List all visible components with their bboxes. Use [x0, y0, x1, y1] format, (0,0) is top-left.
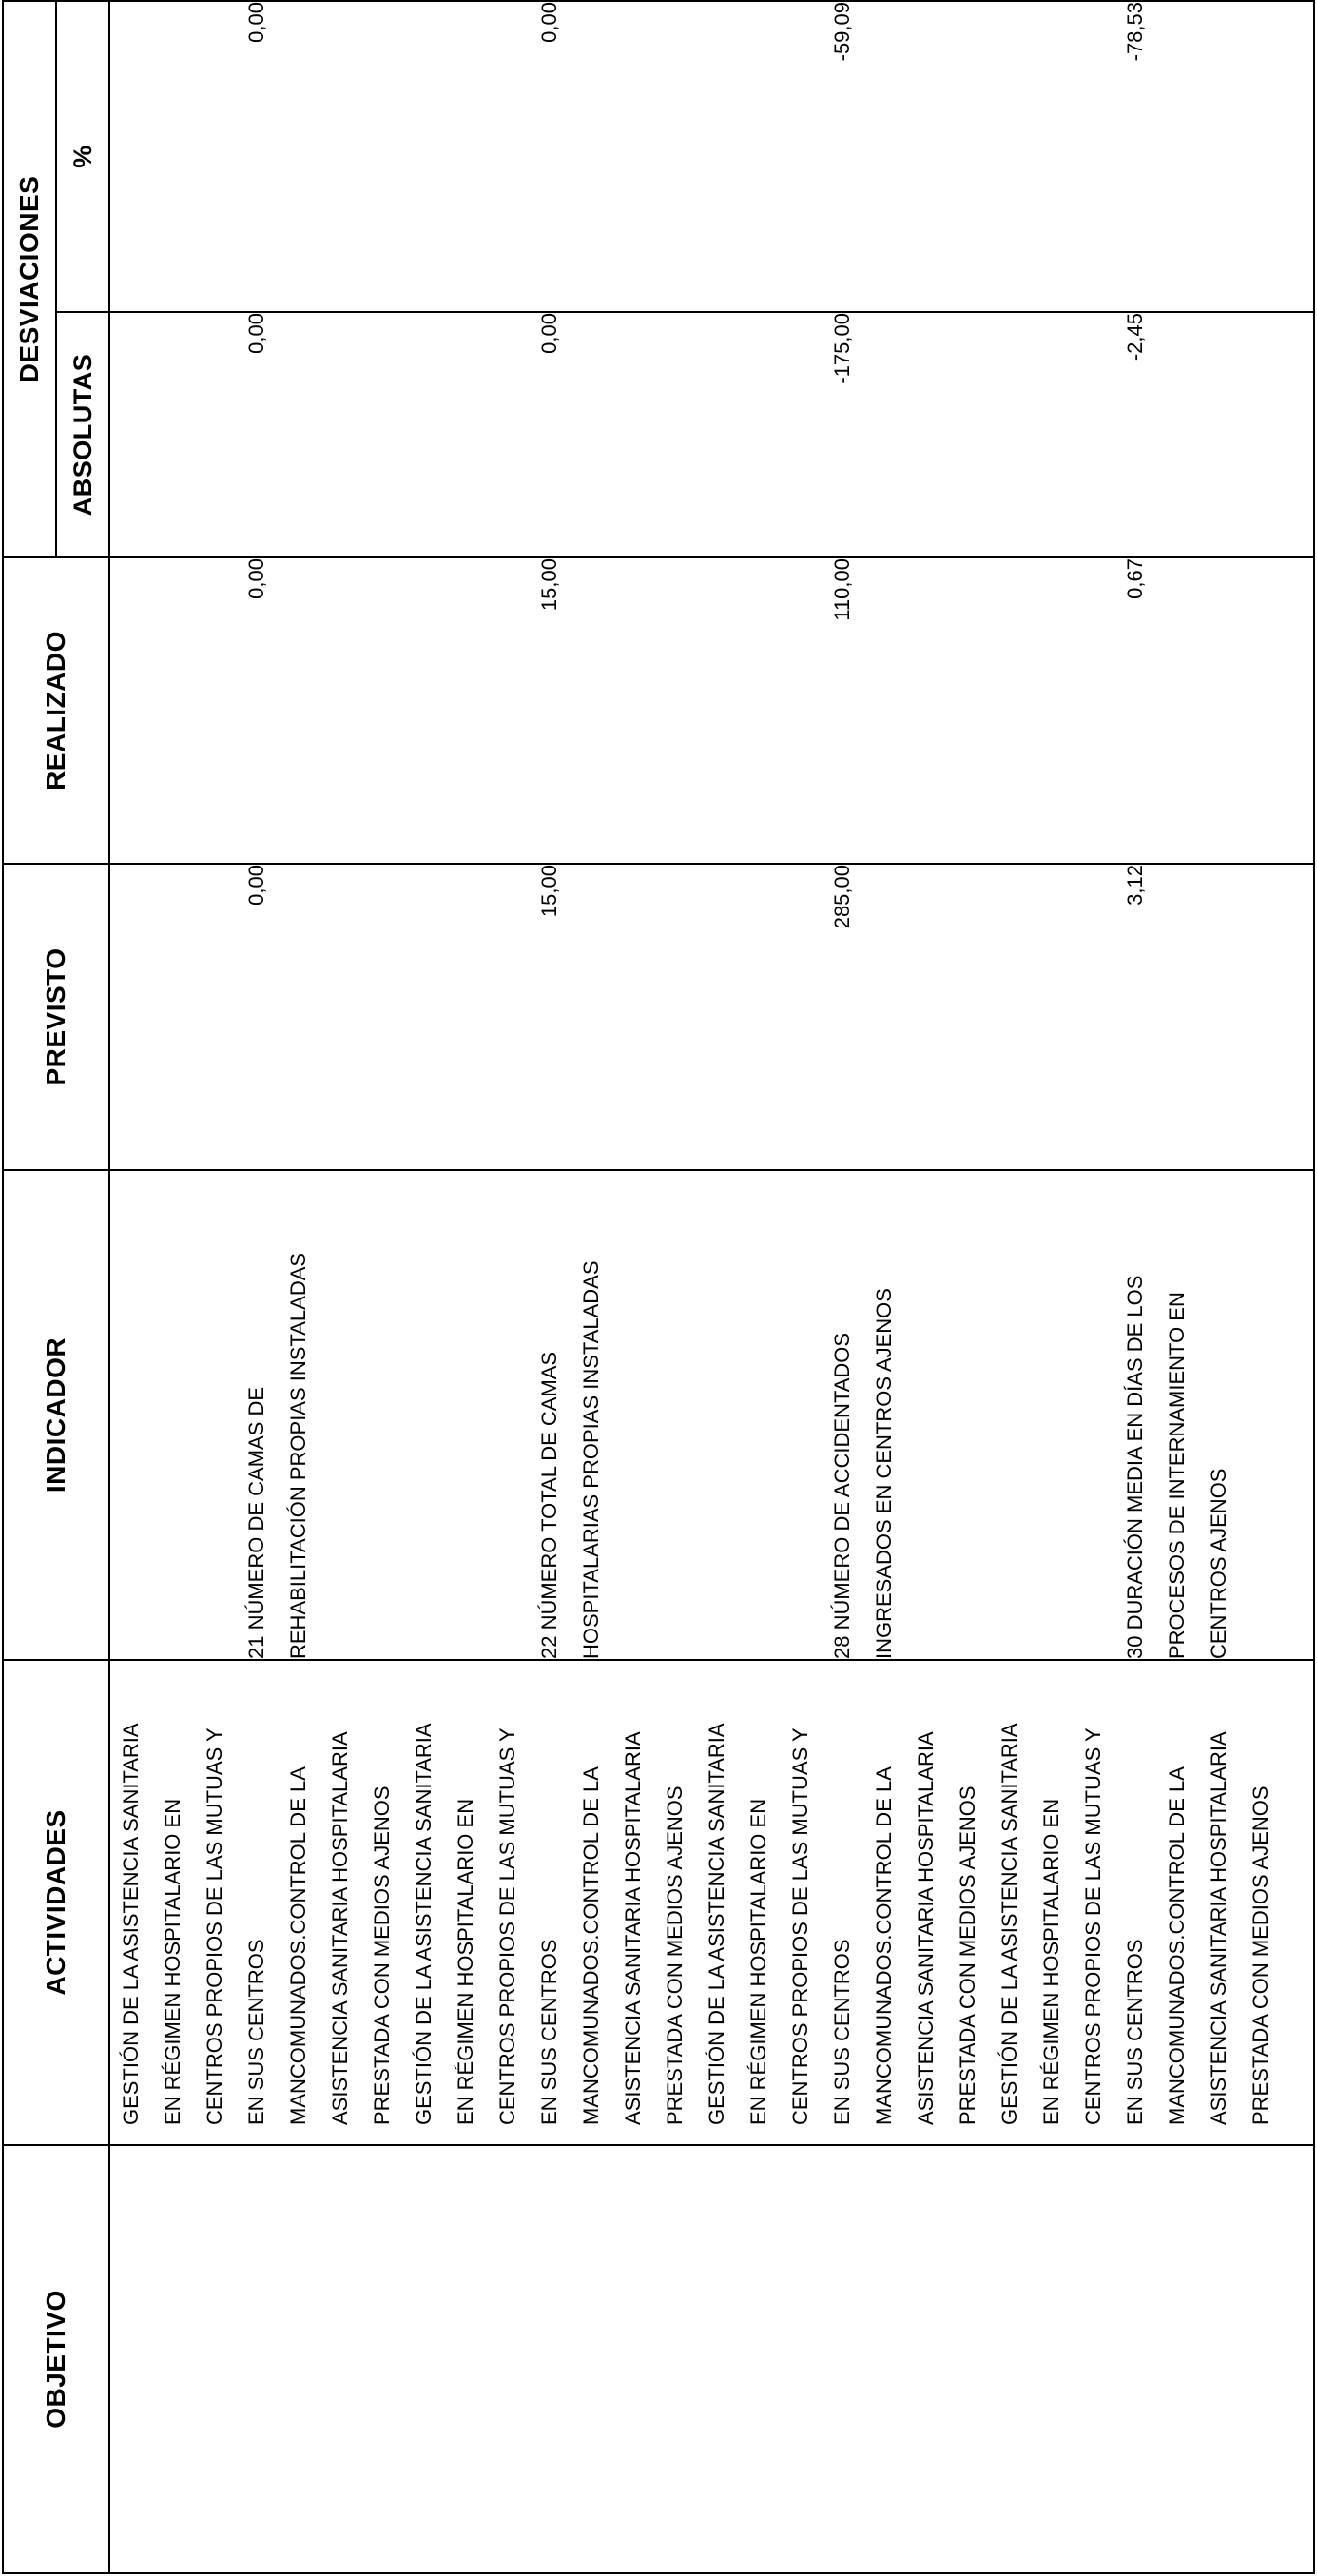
indicators-table — [2, 0, 1315, 2574]
actividad-line: EN RÉGIMEN HOSPITALARIO EN — [1039, 1798, 1063, 2125]
actividad-line: PRESTADA CON MEDIOS AJENOS — [663, 1786, 687, 2125]
realizado-value: 0,00 — [244, 558, 268, 599]
indicador-line: CENTROS AJENOS — [1207, 1468, 1230, 1659]
actividad-line: MANCOMUNADOS.CONTROL DE LA — [1165, 1766, 1189, 2125]
actividad-line: CENTROS PROPIOS DE LAS MUTUAS Y — [1081, 1727, 1105, 2125]
realizado-value: 0,67 — [1123, 558, 1147, 599]
absolutas-cell — [109, 312, 1314, 557]
indicador-line: 22 NÚMERO TOTAL DE CAMAS — [537, 1351, 561, 1659]
indicador-cell — [109, 1170, 1314, 1660]
absolutas-value: -2,45 — [1123, 313, 1147, 361]
actividad-line: PRESTADA CON MEDIOS AJENOS — [956, 1786, 979, 2125]
indicador-line: PROCESOS DE INTERNAMIENTO EN — [1165, 1292, 1189, 1659]
actividad-line: EN SUS CENTROS — [537, 1939, 561, 2125]
header-actividades: ACTIVIDADES — [3, 1660, 109, 2145]
actividad-line: PRESTADA CON MEDIOS AJENOS — [370, 1786, 394, 2125]
actividad-line: MANCOMUNADOS.CONTROL DE LA — [579, 1766, 603, 2125]
indicador-line: 21 NÚMERO DE CAMAS DE — [244, 1386, 268, 1659]
actividad-line: GESTIÓN DE LA ASISTENCIA SANITARIA — [997, 1723, 1021, 2125]
objetivo-cell — [109, 2145, 1314, 2573]
indicador-line: 30 DURACIÓN MEDIA EN DÍAS DE LOS — [1123, 1275, 1147, 1659]
absolutas-value: 0,00 — [537, 313, 561, 354]
actividad-line: MANCOMUNADOS.CONTROL DE LA — [286, 1766, 310, 2125]
header-porcentaje: % — [56, 1, 109, 312]
actividad-line: ASISTENCIA SANITARIA HOSPITALARIA — [1207, 1731, 1230, 2125]
actividad-line: EN SUS CENTROS — [244, 1939, 268, 2125]
previsto-value: 285,00 — [830, 865, 854, 929]
actividad-line: GESTIÓN DE LA ASISTENCIA SANITARIA — [412, 1723, 436, 2125]
previsto-value: 3,12 — [1123, 865, 1147, 906]
previsto-value: 15,00 — [537, 865, 561, 918]
previsto-cell — [109, 864, 1314, 1170]
header-row-top — [3, 1, 56, 2573]
header-previsto: PREVISTO — [3, 864, 109, 1170]
actividad-line: EN RÉGIMEN HOSPITALARIO EN — [161, 1798, 184, 2125]
actividad-line: GESTIÓN DE LA ASISTENCIA SANITARIA — [119, 1723, 143, 2125]
actividad-line: CENTROS PROPIOS DE LAS MUTUAS Y — [495, 1727, 519, 2125]
porcentaje-value: 0,00 — [244, 1, 268, 43]
porcentaje-value: -59,09 — [830, 1, 854, 62]
body-row — [109, 1, 1314, 2573]
absolutas-value: 0,00 — [244, 313, 268, 354]
actividad-line: EN SUS CENTROS — [830, 1939, 854, 2125]
actividad-line: EN SUS CENTROS — [1123, 1939, 1147, 2125]
header-realizado: REALIZADO — [3, 557, 109, 864]
actividad-line: MANCOMUNADOS.CONTROL DE LA — [872, 1766, 896, 2125]
indicador-line: HOSPITALARIAS PROPIAS INSTALADAS — [579, 1260, 603, 1659]
actividad-line: CENTROS PROPIOS DE LAS MUTUAS Y — [203, 1727, 226, 2125]
actividad-line: EN RÉGIMEN HOSPITALARIO EN — [454, 1798, 477, 2125]
actividad-line: GESTIÓN DE LA ASISTENCIA SANITARIA — [705, 1723, 728, 2125]
porcentaje-value: -78,53 — [1123, 1, 1147, 62]
porcentaje-value: 0,00 — [537, 1, 561, 43]
indicador-line: 28 NÚMERO DE ACCIDENTADOS — [830, 1332, 854, 1659]
realizado-value: 15,00 — [537, 558, 561, 612]
indicador-line: REHABILITACIÓN PROPIAS INSTALADAS — [286, 1252, 310, 1659]
actividad-line: PRESTADA CON MEDIOS AJENOS — [1249, 1786, 1272, 2125]
actividades-cell — [109, 1660, 1314, 2145]
previsto-value: 0,00 — [244, 865, 268, 906]
actividad-line: ASISTENCIA SANITARIA HOSPITALARIA — [621, 1731, 645, 2125]
absolutas-value: -175,00 — [830, 313, 854, 384]
header-absolutas: ABSOLUTAS — [56, 312, 109, 557]
realizado-value: 110,00 — [830, 558, 854, 621]
realizado-cell — [109, 557, 1314, 864]
indicador-line: INGRESADOS EN CENTROS AJENOS — [872, 1288, 896, 1659]
porcentaje-cell — [109, 1, 1314, 312]
actividad-line: EN RÉGIMEN HOSPITALARIO EN — [746, 1798, 770, 2125]
header-objetivo: OBJETIVO — [3, 2145, 109, 2573]
header-indicador: INDICADOR — [3, 1170, 109, 1660]
header-desviaciones: DESVIACIONES — [3, 1, 56, 557]
actividad-line: ASISTENCIA SANITARIA HOSPITALARIA — [914, 1731, 938, 2125]
actividad-line: CENTROS PROPIOS DE LAS MUTUAS Y — [788, 1727, 812, 2125]
actividad-line: ASISTENCIA SANITARIA HOSPITALARIA — [328, 1731, 352, 2125]
